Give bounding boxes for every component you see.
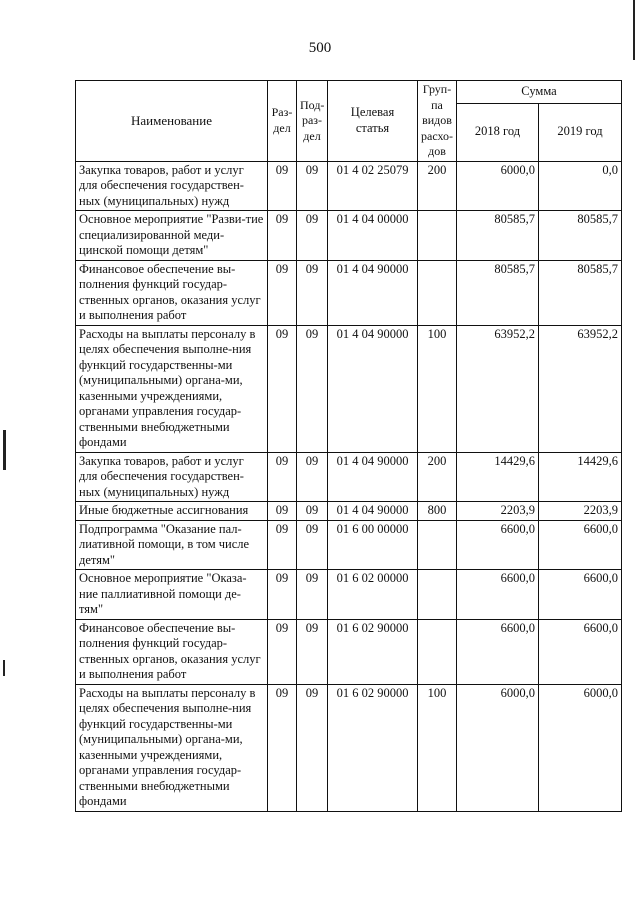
table-row	[76, 325, 622, 452]
row-name: Основное мероприятие "Оказа-ние паллиативной помощи де-тям"	[76, 570, 268, 620]
row-group	[418, 570, 457, 620]
header-group: Груп- па видов расхо- дов	[418, 81, 457, 162]
page-number: 500	[308, 40, 332, 56]
row-name: Закупка товаров, работ и услуг для обеспечения государствен-ных (муниципальных) нужд	[76, 161, 268, 211]
row-sum-2019: 14429,6	[539, 452, 622, 502]
header-target: Целевая статья	[328, 81, 418, 162]
row-name: Расходы на выплаты персоналу в целях обеспечения выполне-ния функций государственны-ми (муниципальными) органа-ми, казенными учреждениями, органами управления государ-ственными внебюджетными фондами	[76, 325, 268, 452]
table-row	[76, 520, 622, 570]
table-row	[76, 619, 622, 684]
row-sum-2019: 2203,9	[539, 502, 622, 521]
row-group	[418, 520, 457, 570]
row-sum-2019: 6600,0	[539, 619, 622, 684]
row-group: 100	[418, 325, 457, 452]
row-razdel: 09	[268, 520, 297, 570]
row-razdel: 09	[268, 502, 297, 521]
row-razdel: 09	[268, 684, 297, 811]
row-target: 01 4 02 25079	[328, 161, 418, 211]
row-razdel: 09	[268, 619, 297, 684]
row-sum-2018: 80585,7	[457, 211, 539, 261]
row-sum-2018: 6600,0	[457, 570, 539, 620]
row-target: 01 4 04 90000	[328, 452, 418, 502]
row-podrazdel: 09	[297, 570, 328, 620]
row-podrazdel: 09	[297, 502, 328, 521]
row-sum-2019: 0,0	[539, 161, 622, 211]
row-podrazdel: 09	[297, 619, 328, 684]
header-year-2018: 2018 год	[457, 103, 539, 161]
row-target: 01 4 04 90000	[328, 325, 418, 452]
row-sum-2019: 6600,0	[539, 520, 622, 570]
row-target: 01 4 04 00000	[328, 211, 418, 261]
row-target: 01 6 02 90000	[328, 684, 418, 811]
header-name: Наименование	[76, 81, 268, 162]
row-sum-2018: 80585,7	[457, 260, 539, 325]
row-group	[418, 619, 457, 684]
table-row	[76, 684, 622, 811]
row-group	[418, 260, 457, 325]
row-sum-2018: 2203,9	[457, 502, 539, 521]
row-podrazdel: 09	[297, 211, 328, 261]
table-row	[76, 570, 622, 620]
row-group: 800	[418, 502, 457, 521]
row-name: Основное мероприятие "Разви-тие специализированной меди-цинской помощи детям"	[76, 211, 268, 261]
row-name: Финансовое обеспечение вы-полнения функций государ-ственных органов, оказания услуг и выполнения работ	[76, 260, 268, 325]
row-podrazdel: 09	[297, 520, 328, 570]
row-group	[418, 211, 457, 261]
row-sum-2018: 6000,0	[457, 161, 539, 211]
row-sum-2019: 80585,7	[539, 211, 622, 261]
row-name: Расходы на выплаты персоналу в целях обеспечения выполне-ния функций государственны-ми (муниципальными) органа-ми, казенными учреждениями, органами управления государ-ственными внебюджетными фондами	[76, 684, 268, 811]
row-target: 01 6 02 90000	[328, 619, 418, 684]
budget-table	[75, 80, 622, 812]
row-group: 100	[418, 684, 457, 811]
table-row	[76, 502, 622, 521]
row-sum-2019: 63952,2	[539, 325, 622, 452]
row-name: Иные бюджетные ассигнования	[76, 502, 268, 521]
row-sum-2018: 63952,2	[457, 325, 539, 452]
row-razdel: 09	[268, 161, 297, 211]
row-razdel: 09	[268, 452, 297, 502]
row-podrazdel: 09	[297, 260, 328, 325]
row-sum-2018: 6600,0	[457, 520, 539, 570]
row-razdel: 09	[268, 325, 297, 452]
table-row	[76, 161, 622, 211]
table-row	[76, 260, 622, 325]
table-body	[76, 161, 622, 811]
header-year-2019: 2019 год	[539, 103, 622, 161]
row-razdel: 09	[268, 211, 297, 261]
row-target: 01 4 04 90000	[328, 502, 418, 521]
row-name: Финансовое обеспечение вы-полнения функций государ-ственных органов, оказания услуг и выполнения работ	[76, 619, 268, 684]
row-name: Закупка товаров, работ и услуг для обеспечения государствен-ных (муниципальных) нужд	[76, 452, 268, 502]
header-sum: Сумма	[457, 81, 622, 104]
row-podrazdel: 09	[297, 325, 328, 452]
row-razdel: 09	[268, 570, 297, 620]
table-row	[76, 211, 622, 261]
row-sum-2019: 6600,0	[539, 570, 622, 620]
table-header	[76, 81, 622, 162]
scan-mark	[633, 0, 635, 60]
row-group: 200	[418, 452, 457, 502]
row-name: Подпрограмма "Оказание пал-лиативной помощи, в том числе детям"	[76, 520, 268, 570]
table-row	[76, 452, 622, 502]
header-podrazdel: Под- раз- дел	[297, 81, 328, 162]
row-target: 01 6 02 00000	[328, 570, 418, 620]
row-group: 200	[418, 161, 457, 211]
row-razdel: 09	[268, 260, 297, 325]
row-podrazdel: 09	[297, 161, 328, 211]
row-sum-2018: 6000,0	[457, 684, 539, 811]
row-target: 01 6 00 00000	[328, 520, 418, 570]
row-sum-2019: 80585,7	[539, 260, 622, 325]
scan-mark	[3, 430, 6, 470]
row-podrazdel: 09	[297, 452, 328, 502]
scan-mark	[3, 660, 5, 676]
header-razdel: Раз- дел	[268, 81, 297, 162]
row-sum-2018: 14429,6	[457, 452, 539, 502]
row-target: 01 4 04 90000	[328, 260, 418, 325]
row-sum-2019: 6000,0	[539, 684, 622, 811]
row-sum-2018: 6600,0	[457, 619, 539, 684]
row-podrazdel: 09	[297, 684, 328, 811]
